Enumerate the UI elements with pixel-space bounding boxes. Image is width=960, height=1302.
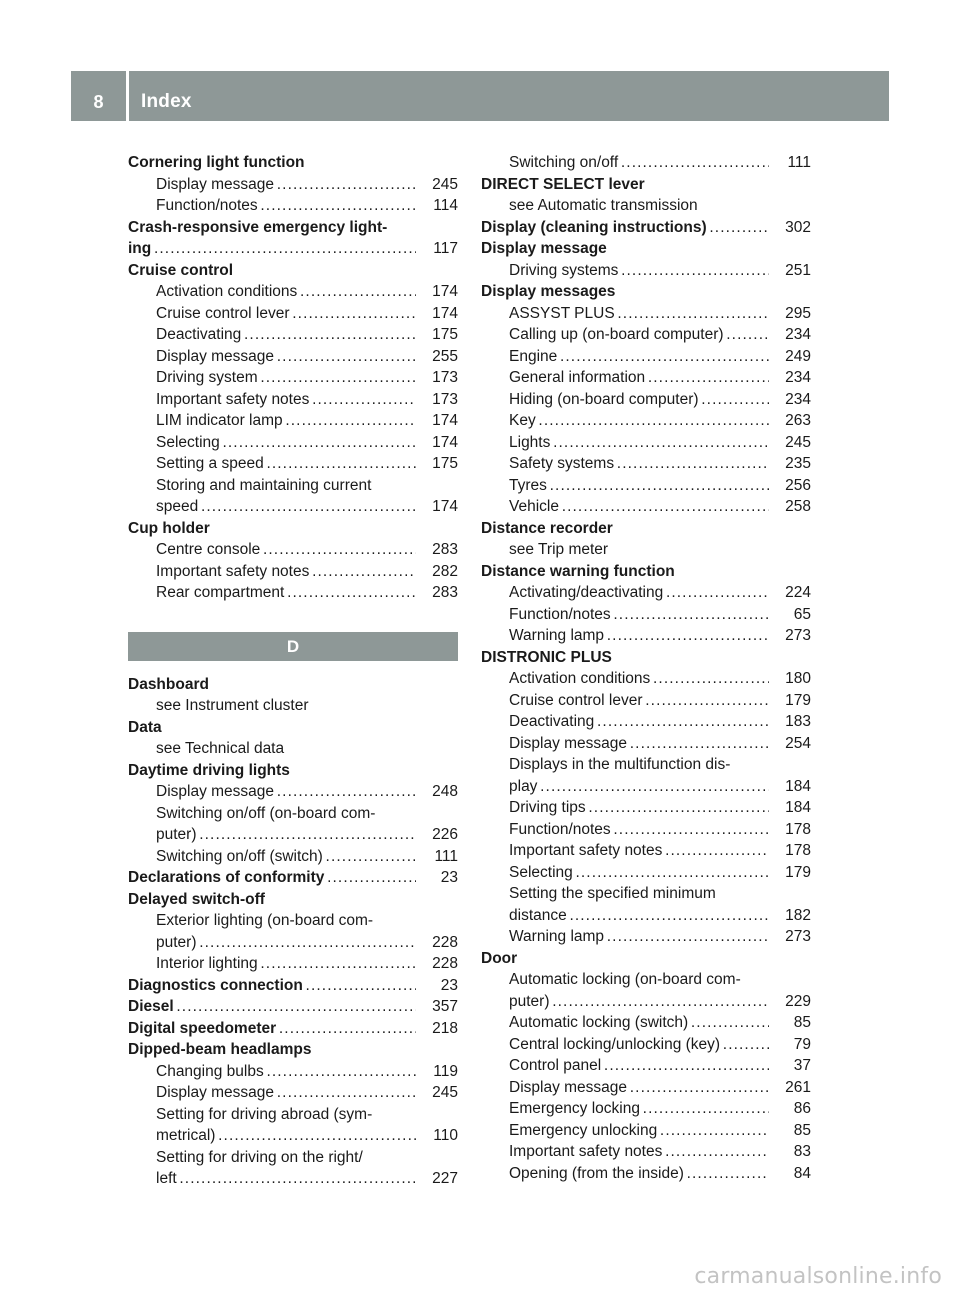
page-reference: 283 bbox=[432, 541, 458, 558]
page-reference: 110 bbox=[433, 1127, 458, 1144]
index-subentry bbox=[128, 582, 458, 604]
index-heading bbox=[481, 281, 811, 303]
index-heading bbox=[481, 518, 811, 540]
entry-label: Activation conditions . . . bbox=[156, 281, 416, 303]
entry-label: Calling up (on-board computer) . . . bbox=[509, 324, 769, 346]
index-subentry bbox=[481, 1055, 811, 1077]
index-heading bbox=[481, 561, 811, 583]
page-reference: 84 bbox=[793, 1164, 811, 1182]
index-subentry bbox=[481, 1120, 811, 1142]
entry-label: Data bbox=[128, 718, 162, 736]
index-subentry bbox=[128, 324, 458, 346]
page-reference: 178 bbox=[785, 820, 811, 838]
page-reference: 184 bbox=[785, 799, 811, 816]
entry-label: Function/notes . . . bbox=[156, 195, 416, 217]
index-subentry bbox=[481, 195, 811, 217]
entry-label: Switching on/off . . . bbox=[509, 152, 769, 174]
index-subentry bbox=[481, 711, 811, 733]
index-subentry bbox=[128, 1125, 458, 1147]
index-subentry bbox=[481, 754, 811, 776]
index-subentry bbox=[128, 410, 458, 432]
entry-label: Setting the specified minimum bbox=[509, 885, 716, 902]
entry-label: left . . . bbox=[156, 1168, 416, 1190]
entry-label: Lights . . . bbox=[509, 432, 769, 454]
entry-label: Warning lamp . . . bbox=[509, 625, 769, 647]
entry-label: speed . . . bbox=[156, 496, 416, 518]
index-subentry bbox=[128, 910, 458, 932]
index-subentry bbox=[481, 432, 811, 454]
index-subentry bbox=[128, 1082, 458, 1104]
index-heading bbox=[128, 1039, 458, 1061]
entry-label: Opening (from the inside) . . . bbox=[509, 1163, 769, 1185]
entry-label: Cup holder bbox=[128, 519, 210, 537]
watermark: carmanualsonline.info bbox=[694, 1264, 942, 1289]
page-reference: 245 bbox=[432, 1084, 458, 1101]
page-header bbox=[71, 71, 889, 121]
page-reference: 174 bbox=[432, 304, 458, 322]
index-subentry bbox=[128, 953, 458, 975]
index-subentry bbox=[128, 1147, 458, 1169]
index-subentry bbox=[481, 733, 811, 755]
entry-label: Cruise control lever . . . bbox=[156, 303, 416, 325]
entry-label: Setting a speed . . . bbox=[156, 453, 416, 475]
index-subentry bbox=[128, 367, 458, 389]
index-subentry bbox=[128, 432, 458, 454]
page-reference: 273 bbox=[785, 627, 811, 644]
index-subentry bbox=[128, 738, 458, 760]
entry-label: Digital speedometer . . . bbox=[128, 1018, 416, 1040]
index-subentry bbox=[481, 152, 811, 174]
entry-label: Selecting . . . bbox=[156, 432, 416, 454]
entry-label: puter) . . . bbox=[509, 991, 769, 1013]
entry-label: Displays in the multifunction dis- bbox=[509, 756, 731, 773]
page-reference: 228 bbox=[432, 955, 458, 972]
page-reference: 245 bbox=[432, 175, 458, 193]
index-subentry bbox=[481, 604, 811, 626]
entry-label: Deactivating . . . bbox=[509, 711, 769, 733]
entry-label: Emergency locking . . . bbox=[509, 1098, 769, 1120]
page-reference: 174 bbox=[432, 498, 458, 515]
index-subentry bbox=[481, 324, 811, 346]
index-subentry bbox=[128, 803, 458, 825]
header-divider bbox=[126, 71, 129, 121]
entry-label: Storing and maintaining current bbox=[156, 476, 372, 494]
index-subentry bbox=[128, 695, 458, 717]
index-subentry bbox=[128, 389, 458, 411]
entry-label: Door bbox=[481, 949, 518, 967]
entry-label: Switching on/off (switch) . . . bbox=[156, 846, 416, 868]
entry-label: see Instrument cluster bbox=[156, 697, 309, 714]
index-subentry bbox=[128, 932, 458, 954]
index-heading bbox=[128, 238, 458, 260]
index-subentry bbox=[128, 303, 458, 325]
index-subentry bbox=[128, 496, 458, 518]
entry-label: Cruise control bbox=[128, 261, 234, 279]
entry-label: see Automatic transmission bbox=[509, 197, 698, 214]
entry-label: Warning lamp . . . bbox=[509, 926, 769, 948]
index-subentry bbox=[481, 1034, 811, 1056]
entry-label: Display (cleaning instructions) . . . bbox=[481, 217, 769, 239]
index-subentry bbox=[481, 260, 811, 282]
entry-label: puter) . . . bbox=[156, 824, 416, 846]
index-subentry bbox=[128, 1061, 458, 1083]
entry-label: Selecting . . . bbox=[509, 862, 769, 884]
index-subentry bbox=[481, 991, 811, 1013]
entry-label: Important safety notes . . . bbox=[156, 561, 416, 583]
entry-label: Display message bbox=[481, 240, 607, 257]
index-subentry bbox=[481, 1012, 811, 1034]
page-reference: 183 bbox=[785, 713, 811, 730]
entry-label: Changing bulbs . . . bbox=[156, 1061, 416, 1083]
index-subentry bbox=[128, 781, 458, 803]
entry-label: Cornering light function bbox=[128, 154, 305, 171]
page-reference: 273 bbox=[785, 928, 811, 945]
entry-label: Dipped-beam headlamps bbox=[128, 1041, 312, 1058]
entry-label: Distance warning function bbox=[481, 562, 675, 580]
index-subentry bbox=[128, 475, 458, 497]
entry-label: Daytime driving lights bbox=[128, 761, 290, 779]
page-reference: 85 bbox=[793, 1121, 811, 1139]
index-heading bbox=[481, 948, 811, 970]
page-reference: 174 bbox=[432, 412, 458, 429]
index-heading bbox=[128, 260, 458, 282]
page-reference: 117 bbox=[433, 240, 458, 257]
entry-label: Control panel . . . bbox=[509, 1055, 769, 1077]
index-subentry bbox=[481, 776, 811, 798]
entry-label: Distance recorder bbox=[481, 519, 613, 537]
index-heading bbox=[128, 518, 458, 540]
index-subentry bbox=[128, 561, 458, 583]
page-reference: 357 bbox=[432, 998, 458, 1015]
page-reference: 175 bbox=[432, 455, 458, 472]
entry-label: Vehicle . . . bbox=[509, 496, 769, 518]
page-reference: 180 bbox=[785, 670, 811, 687]
entry-label: Display message . . . bbox=[509, 1077, 769, 1099]
index-subentry bbox=[481, 819, 811, 841]
entry-label: ASSYST PLUS . . . bbox=[509, 303, 769, 325]
page-reference: 234 bbox=[785, 390, 811, 408]
page-reference: 235 bbox=[785, 455, 811, 472]
index-subentry bbox=[128, 346, 458, 368]
page-reference: 179 bbox=[785, 691, 811, 709]
index-heading bbox=[128, 867, 458, 889]
index-subentry bbox=[481, 969, 811, 991]
index-heading bbox=[128, 760, 458, 782]
page-reference: 256 bbox=[785, 476, 811, 494]
index-subentry bbox=[481, 475, 811, 497]
entry-label: distance . . . bbox=[509, 905, 769, 927]
entry-label: Tyres . . . bbox=[509, 475, 769, 497]
entry-label: Rear compartment . . . bbox=[156, 582, 416, 604]
entry-label: Emergency unlocking . . . bbox=[509, 1120, 769, 1142]
entry-label: Exterior lighting (on-board com- bbox=[156, 912, 374, 929]
page-reference: 114 bbox=[433, 197, 458, 214]
entry-label: Display message . . . bbox=[156, 781, 416, 803]
index-subentry bbox=[128, 1168, 458, 1190]
page-reference: 119 bbox=[433, 1062, 458, 1080]
entry-label: Diesel . . . bbox=[128, 996, 416, 1018]
index-subentry bbox=[481, 1077, 811, 1099]
page-reference: 37 bbox=[793, 1057, 811, 1074]
index-subentry bbox=[481, 690, 811, 712]
page-reference: 302 bbox=[785, 218, 811, 236]
index-subentry bbox=[128, 846, 458, 868]
index-heading bbox=[128, 1018, 458, 1040]
page-reference: 173 bbox=[432, 390, 458, 408]
entry-label: Central locking/unlocking (key) . . . bbox=[509, 1034, 769, 1056]
entry-label: Important safety notes . . . bbox=[509, 840, 769, 862]
index-subentry bbox=[128, 195, 458, 217]
entry-label: see Trip meter bbox=[509, 541, 609, 558]
index-subentry bbox=[481, 1163, 811, 1185]
index-heading bbox=[128, 217, 458, 239]
index-column-right bbox=[481, 152, 811, 1184]
page-reference: 251 bbox=[785, 261, 811, 279]
page-reference: 23 bbox=[440, 976, 458, 994]
entry-label: LIM indicator lamp . . . bbox=[156, 410, 416, 432]
index-subentry bbox=[128, 174, 458, 196]
entry-label: metrical) . . . bbox=[156, 1125, 416, 1147]
entry-label: Driving system . . . bbox=[156, 367, 416, 389]
index-subentry bbox=[481, 883, 811, 905]
page-reference: 83 bbox=[793, 1143, 811, 1160]
entry-label: Hiding (on-board computer) . . . bbox=[509, 389, 769, 411]
page-reference: 23 bbox=[440, 869, 458, 886]
entry-label: Delayed switch-off bbox=[128, 890, 265, 908]
page-reference: 263 bbox=[785, 412, 811, 429]
index-subentry bbox=[481, 1141, 811, 1163]
index-subentry bbox=[481, 840, 811, 862]
page-reference: 254 bbox=[785, 734, 811, 752]
page-reference: 174 bbox=[432, 283, 458, 300]
index-subentry bbox=[481, 625, 811, 647]
entry-label: DISTRONIC PLUS bbox=[481, 648, 612, 666]
index-subentry bbox=[481, 410, 811, 432]
page-reference: 234 bbox=[785, 326, 811, 343]
entry-label: Function/notes . . . bbox=[509, 604, 769, 626]
index-subentry bbox=[481, 1098, 811, 1120]
index-heading bbox=[128, 996, 458, 1018]
entry-label: Function/notes . . . bbox=[509, 819, 769, 841]
index-column-left bbox=[128, 152, 458, 1190]
index-subentry bbox=[481, 389, 811, 411]
page-reference: 111 bbox=[787, 154, 811, 171]
entry-label: Automatic locking (switch) . . . bbox=[509, 1012, 769, 1034]
entry-label: play . . . bbox=[509, 776, 769, 798]
page-reference: 245 bbox=[785, 433, 811, 451]
page-reference: 224 bbox=[785, 584, 811, 601]
page-reference: 173 bbox=[432, 369, 458, 386]
page-reference: 179 bbox=[785, 863, 811, 881]
page-reference: 175 bbox=[432, 326, 458, 343]
page-reference: 111 bbox=[434, 847, 458, 865]
page-reference: 227 bbox=[432, 1170, 458, 1187]
index-heading bbox=[128, 674, 458, 696]
page-reference: 178 bbox=[785, 842, 811, 859]
index-subentry bbox=[481, 926, 811, 948]
entry-label: Display messages bbox=[481, 283, 616, 300]
page-reference: 229 bbox=[785, 992, 811, 1010]
entry-label: Key . . . bbox=[509, 410, 769, 432]
entry-label: Activation conditions . . . bbox=[509, 668, 769, 690]
index-subentry bbox=[481, 496, 811, 518]
entry-label: puter) . . . bbox=[156, 932, 416, 954]
index-subentry bbox=[128, 453, 458, 475]
entry-label: Display message . . . bbox=[156, 174, 416, 196]
entry-label: Setting for driving abroad (sym- bbox=[156, 1105, 373, 1123]
index-heading bbox=[481, 217, 811, 239]
entry-label: Engine . . . bbox=[509, 346, 769, 368]
page-reference: 283 bbox=[432, 584, 458, 601]
index-subentry bbox=[481, 303, 811, 325]
index-subentry bbox=[481, 797, 811, 819]
entry-label: Important safety notes . . . bbox=[509, 1141, 769, 1163]
index-subentry bbox=[481, 346, 811, 368]
index-subentry bbox=[481, 367, 811, 389]
page-reference: 295 bbox=[785, 304, 811, 322]
index-heading bbox=[128, 889, 458, 911]
page-reference: 248 bbox=[432, 783, 458, 800]
entry-label: Driving tips . . . bbox=[509, 797, 769, 819]
entry-label: Display message . . . bbox=[509, 733, 769, 755]
index-heading bbox=[128, 975, 458, 997]
entry-label: Switching on/off (on-board com- bbox=[156, 804, 376, 822]
entry-label: Diagnostics connection . . . bbox=[128, 975, 416, 997]
entry-label: Activating/deactivating . . . bbox=[509, 582, 769, 604]
page-reference: 85 bbox=[793, 1014, 811, 1031]
page-reference: 258 bbox=[785, 498, 811, 515]
page-reference: 249 bbox=[785, 347, 811, 365]
entry-label: Deactivating . . . bbox=[156, 324, 416, 346]
page-reference: 79 bbox=[793, 1035, 811, 1053]
page-reference: 218 bbox=[432, 1019, 458, 1037]
index-subentry bbox=[481, 582, 811, 604]
page-reference: 65 bbox=[793, 605, 811, 623]
page-reference: 86 bbox=[793, 1100, 811, 1117]
index-heading bbox=[481, 174, 811, 196]
page-number: 8 bbox=[93, 92, 104, 112]
index-subentry bbox=[481, 453, 811, 475]
page-reference: 234 bbox=[785, 369, 811, 386]
entry-label: Automatic locking (on-board com- bbox=[509, 971, 741, 988]
entry-label: Setting for driving on the right/ bbox=[156, 1148, 363, 1166]
entry-label: Dashboard bbox=[128, 675, 209, 693]
page-reference: 282 bbox=[432, 562, 458, 580]
index-subentry bbox=[481, 668, 811, 690]
index-subentry bbox=[128, 281, 458, 303]
index-heading bbox=[128, 717, 458, 739]
index-subentry bbox=[128, 1104, 458, 1126]
page-reference: 182 bbox=[785, 906, 811, 924]
entry-label: Display message . . . bbox=[156, 346, 416, 368]
page-reference: 255 bbox=[432, 347, 458, 365]
index-subentry bbox=[481, 539, 811, 561]
entry-label: ing . . . bbox=[128, 238, 416, 260]
index-heading bbox=[128, 152, 458, 174]
index-subentry bbox=[128, 824, 458, 846]
page-reference: 174 bbox=[432, 433, 458, 451]
page-reference: 184 bbox=[785, 777, 811, 795]
section-letter-bar: D bbox=[128, 632, 458, 661]
entry-label: Important safety notes . . . bbox=[156, 389, 416, 411]
index-subentry bbox=[128, 539, 458, 561]
page-reference: 226 bbox=[432, 826, 458, 843]
entry-label: Safety systems . . . bbox=[509, 453, 769, 475]
entry-label: DIRECT SELECT lever bbox=[481, 175, 645, 193]
entry-label: Driving systems . . . bbox=[509, 260, 769, 282]
page-reference: 228 bbox=[432, 933, 458, 951]
index-subentry bbox=[481, 862, 811, 884]
page-title: Index bbox=[141, 91, 192, 112]
index-subentry bbox=[481, 905, 811, 927]
entry-label: Centre console . . . bbox=[156, 539, 416, 561]
entry-label: Declarations of conformity . . . bbox=[128, 867, 416, 889]
index-heading bbox=[481, 647, 811, 669]
entry-label: see Technical data bbox=[156, 740, 285, 757]
entry-label: Crash-responsive emergency light- bbox=[128, 218, 388, 236]
index-heading bbox=[481, 238, 811, 260]
entry-label: General information . . . bbox=[509, 367, 769, 389]
entry-label: Cruise control lever . . . bbox=[509, 690, 769, 712]
page-reference: 261 bbox=[785, 1078, 811, 1096]
entry-label: Interior lighting . . . bbox=[156, 953, 416, 975]
entry-label: Display message . . . bbox=[156, 1082, 416, 1104]
